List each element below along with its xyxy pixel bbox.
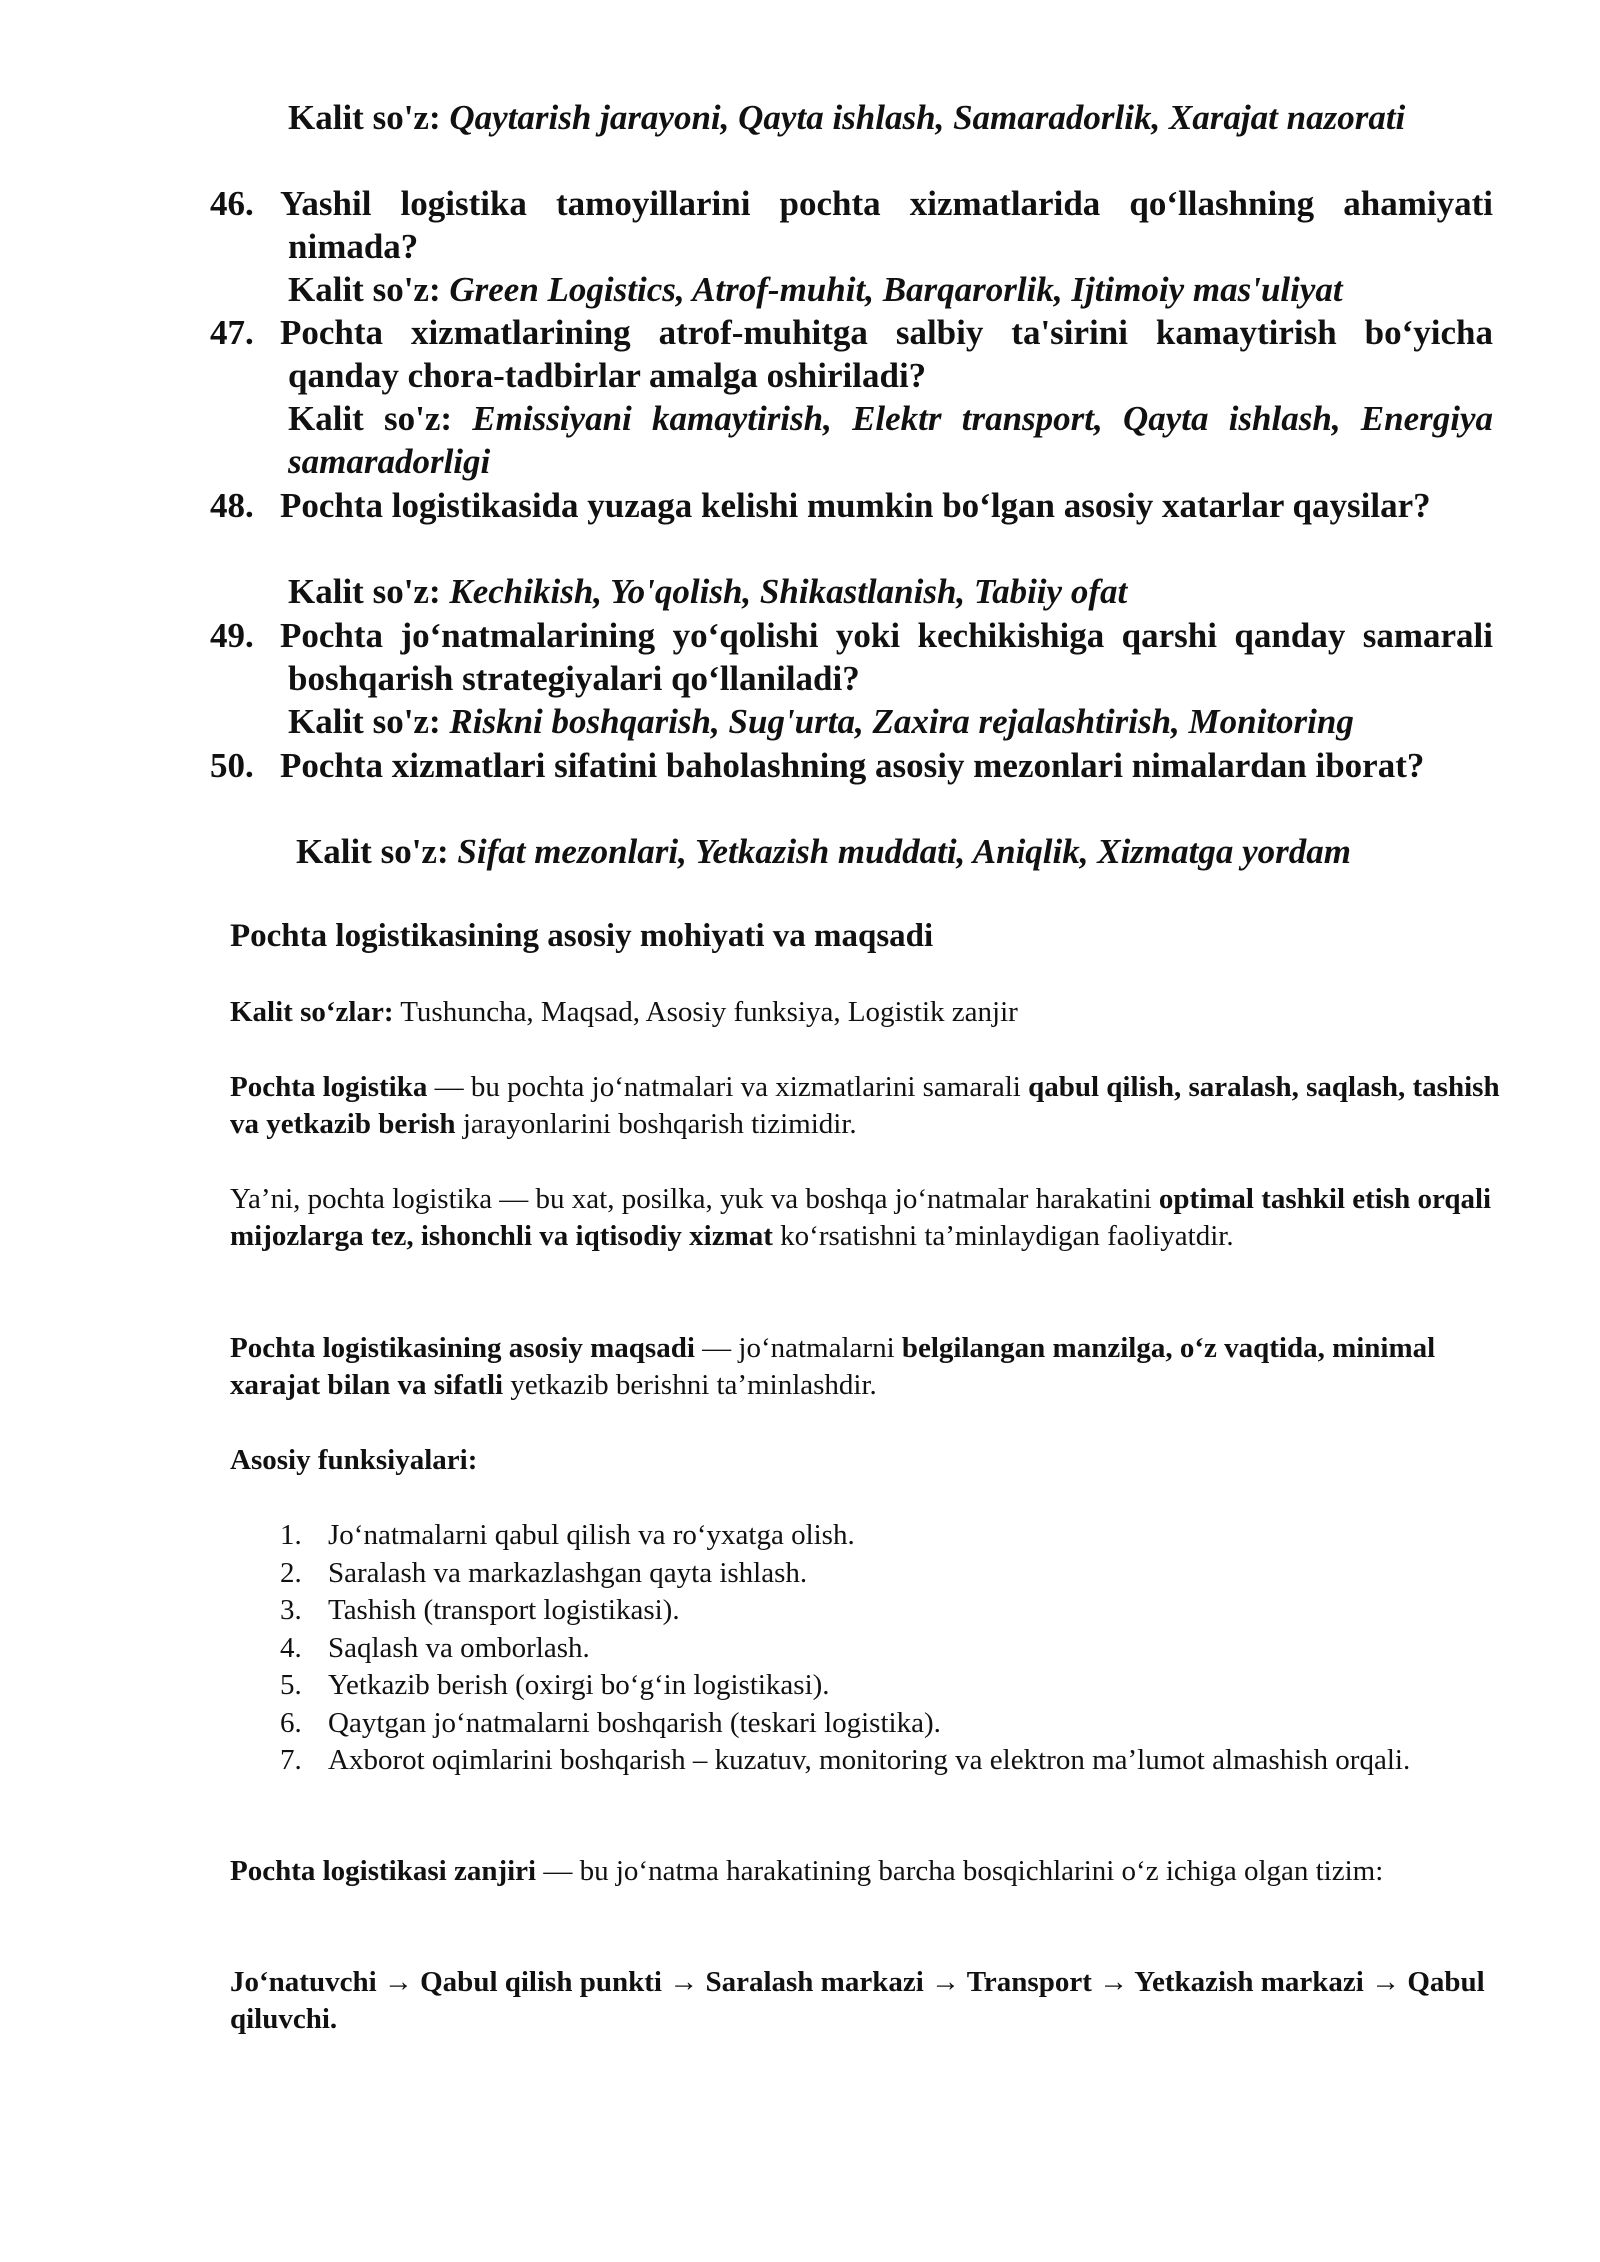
keywords-values: Tushuncha, Maqsad, Asosiy funksiya, Logistik zanjir <box>393 996 1018 1028</box>
list-item: 1. Jo‘natmalarni qabul qilish va ro‘yxatga olish. <box>280 1519 855 1551</box>
keywords-values: Sifat mezonlari, Yetkazish muddati, Aniqlik, Xizmatga yordam <box>457 832 1352 871</box>
question-keywords <box>288 397 1493 483</box>
functions-list <box>230 1517 1470 1780</box>
question-text: Pochta logistikasida yuzaga kelishi mumkin bo‘lgan asosiy xatarlar qaysilar? <box>280 486 1431 525</box>
intro-keywords <box>288 96 1493 139</box>
keywords-values: Kechikish, Yo'qolish, Shikastlanish, Tabiiy ofat <box>449 572 1128 611</box>
keywords-label: Kalit so'z: <box>288 98 441 137</box>
keywords-label: Kalit so'z: <box>288 572 441 611</box>
question-text: Pochta jo‘natmalarining yo‘qolishi yoki kechikishiga qarshi qanday samarali boshqarish strategiyalari qo‘llaniladi? <box>280 616 1493 698</box>
article-keywords <box>230 994 1500 1031</box>
question-text: Pochta xizmatlarining atrof-muhitga salbiy ta'sirini kamaytirish bo‘yicha qanday chora-tadbirlar amalga oshiriladi? <box>280 313 1493 395</box>
question-keywords <box>288 268 1493 311</box>
keywords-label: Kalit so'z: <box>288 270 441 309</box>
question-text: Pochta xizmatlari sifatini baholashning asosiy mezonlari nimalardan iborat? <box>280 746 1425 785</box>
question-text: Yashil logistika tamoyillarini pochta xizmatlarida qo‘llashning ahamiyati nimada? <box>280 184 1493 266</box>
keywords-values: Riskni boshqarish, Sug'urta, Zaxira rejalashtirish, Monitoring <box>449 702 1354 741</box>
chain-paragraph: Pochta logistikasi zanjiri — bu jo‘natma harakatining barcha bosqichlarini o‘z ichiga olgan tizim: <box>230 1855 1384 1887</box>
keywords-label: Kalit so'z: <box>288 702 441 741</box>
list-item: 5. Yetkazib berish (oxirgi bo‘g‘in logistikasi). <box>280 1669 830 1701</box>
question-number: 49. <box>210 616 254 655</box>
list-item: 4. Saqlash va omborlash. <box>280 1631 590 1664</box>
purpose-paragraph: Pochta logistikasining asosiy maqsadi — jo‘natmalarni belgilangan manzilga, o‘z vaqtida, minimal xarajat bilan va sifatli yetkazib berishni ta’minlashdir. <box>230 1332 1436 1401</box>
list-item: 3. Tashish (transport logistikasi). <box>280 1594 680 1626</box>
functions-heading: Asosiy funksiyalari: <box>230 1444 478 1476</box>
list-item: 6. Qaytgan jo‘natmalarni boshqarish (teskari logistika). <box>280 1706 941 1739</box>
list-item: 7. Axborot oqimlarini boshqarish – kuzatuv, monitoring va elektron ma’lumot almashish orqali. <box>280 1744 1411 1776</box>
question-number: 46. <box>210 184 254 223</box>
keywords-label: Kalit so'z: <box>296 832 449 871</box>
section-heading: Pochta logistikasining asosiy mohiyati va maqsadi <box>230 918 934 954</box>
keywords-values: Emissiyani kamaytirish, Elektr transport, Qayta ishlash, Energiya samaradorligi <box>288 399 1493 481</box>
article-title <box>230 916 1500 956</box>
logistics-chain: Jo‘natuvchi → Qabul qilish punkti → Saralash markazi → Transport → Yetkazish markazi → Qabul qiluvchi. <box>230 1966 1485 2035</box>
list-item: 2. Saralash va markazlashgan qayta ishlash. <box>280 1556 808 1589</box>
keywords-label: Kalit so‘zlar: <box>230 996 394 1028</box>
functions-list-wrap <box>230 1517 1470 1780</box>
keywords-values: Green Logistics, Atrof-muhit, Barqarorlik, Ijtimoiy mas'uliyat <box>449 270 1343 309</box>
question-keywords <box>296 830 1501 873</box>
explanation-paragraph: Ya’ni, pochta logistika — bu xat, posilka, yuk va boshqa jo‘natmalar harakatini optimal tashkil etish orqali mijozlarga tez, ishonchli va iqtisodiy xizmat ko‘rsatishni ta’minlaydigan faoliyatdir. <box>230 1183 1492 1252</box>
question-keywords <box>288 570 1493 613</box>
definition-paragraph: Pochta logistika — bu pochta jo‘natmalari va xizmatlarini samarali qabul qilish, saralash, saqlash, tashish va yetkazib berish jarayonlarini boshqarish tizimidir. <box>230 1071 1500 1140</box>
question-number: 47. <box>210 313 254 352</box>
question-number: 50. <box>210 746 254 785</box>
keywords-label: Kalit so'z: <box>288 399 453 438</box>
keywords-values: Qaytarish jarayoni, Qayta ishlash, Samaradorlik, Xarajat nazorati <box>449 98 1406 137</box>
question-number: 48. <box>210 486 254 525</box>
question-keywords <box>288 700 1493 743</box>
